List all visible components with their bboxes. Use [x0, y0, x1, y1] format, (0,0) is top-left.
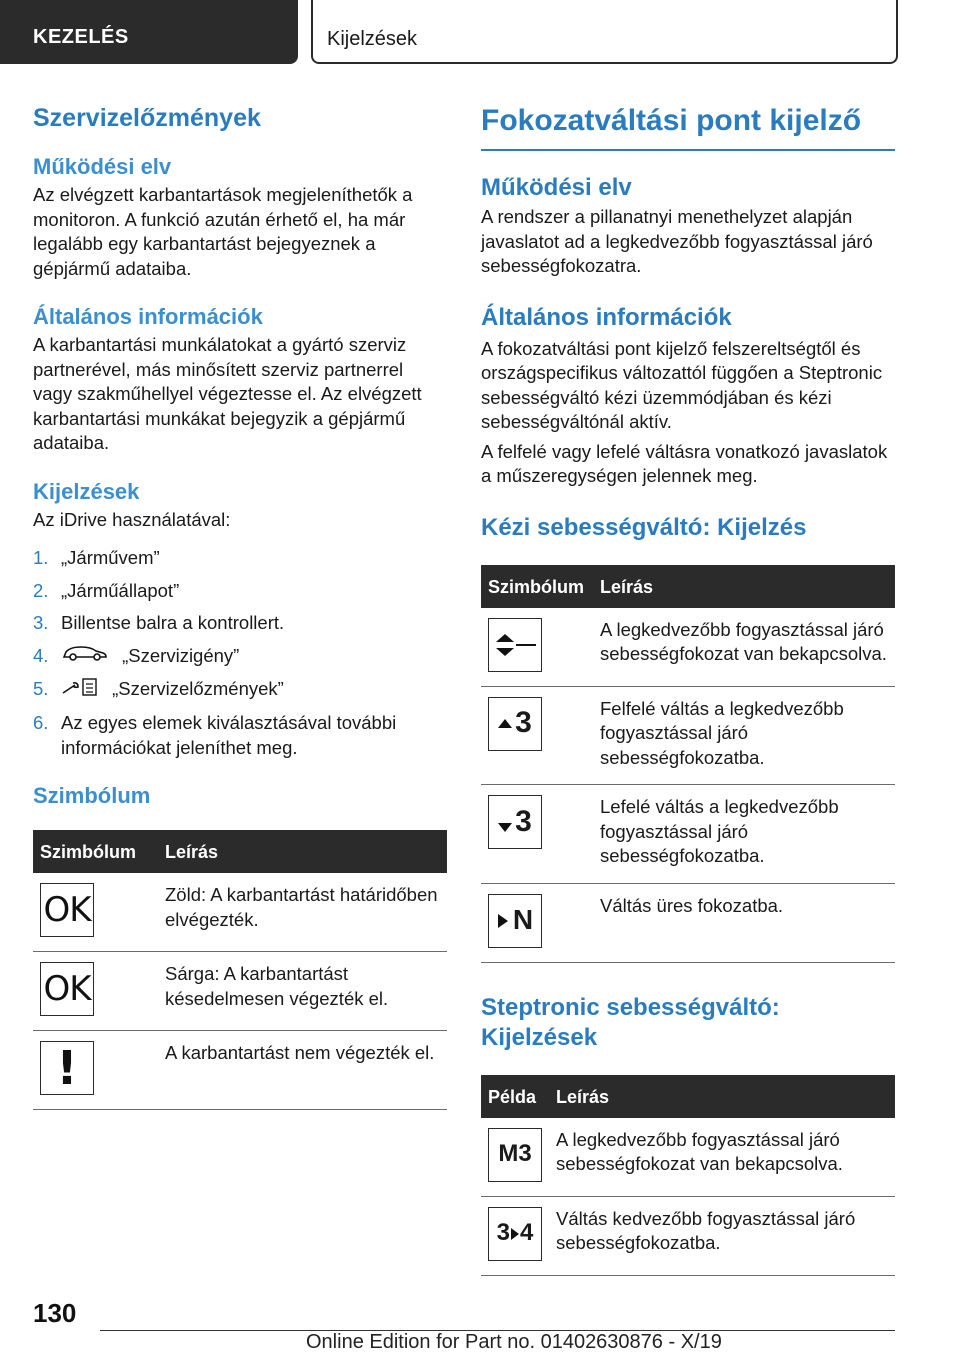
step-number: 3. — [33, 612, 49, 633]
downshift-3-symbol: 3 — [488, 795, 542, 849]
ok-yellow-symbol: OK — [40, 962, 94, 1016]
step-item — [33, 677, 447, 704]
col-desc-header: Leírás — [593, 565, 895, 608]
down-arrow-icon — [498, 820, 512, 834]
ok-green-symbol: OK — [40, 883, 94, 937]
right-general-text-1: A fokozatváltási pont kijelző felszereltségtől és országspecifikus változattól függően a Steptronic sebességváltó kézi üzemmódjában és kézi sebességváltónál aktív. — [481, 337, 883, 432]
table-row — [481, 883, 895, 962]
step-number: 1. — [33, 547, 49, 568]
table-row — [481, 1196, 895, 1275]
right-principle-heading: Működési elv — [481, 174, 632, 201]
step-number: 2. — [33, 579, 49, 601]
table-row — [33, 1031, 447, 1110]
step-text: Billentse balra a kontrollert. — [61, 612, 285, 633]
step-item — [33, 711, 447, 760]
table-header-row — [481, 1075, 895, 1118]
page-number: 130 — [33, 1298, 77, 1328]
table-row — [481, 608, 895, 687]
col-desc-header: Leírás — [549, 1075, 895, 1118]
step-text: „Járműállapot” — [61, 579, 180, 601]
symbol-desc: Lefelé váltás a legkedvezőbb fogyasztással járó sebességfokozatba. — [593, 785, 895, 884]
col-symbol-header: Szimbólum — [481, 565, 593, 608]
step-number: 5. — [33, 677, 49, 699]
step-item — [33, 644, 447, 669]
symbol-desc: Váltás üres fokozatba. — [593, 883, 895, 962]
service-history-icon — [61, 677, 99, 704]
header-section-tab — [0, 0, 298, 64]
manual-gearbox-heading: Kézi sebességváltó: Kijelzés — [481, 513, 807, 541]
up-arrow-icon — [498, 717, 512, 731]
table-header-row — [33, 830, 447, 873]
service-history-title: Szervizelőzmények — [33, 104, 261, 132]
displays-heading: Kijelzések — [33, 478, 140, 504]
symbol-desc: Felfelé váltás a legkedvezőbb fogyasztással járó sebességfokozatba. — [593, 686, 895, 785]
header-chapter-label: Kijelzések — [327, 28, 418, 50]
table-row — [481, 686, 895, 785]
step-item — [33, 579, 447, 604]
step-item — [33, 546, 447, 571]
col-symbol-header: Szimbólum — [33, 830, 158, 873]
symbol-desc: Zöld: A karbantartást határidőben elvégezték. — [158, 873, 447, 952]
right-arrow-icon — [497, 913, 509, 929]
table-header-row — [481, 565, 895, 608]
right-general-text-2: A felfelé vagy lefelé váltásra vonatkozó javaslatok a műszeregységen jelennek meg. — [481, 440, 888, 486]
header-chapter-tab — [311, 0, 898, 64]
right-general-heading: Általános információk — [481, 303, 732, 331]
car-service-icon — [61, 644, 109, 669]
symbol-desc: A legkedvezőbb fogyasztással járó sebességfokozat van bekapcsolva. — [549, 1118, 895, 1197]
step-text: „Szervizigény” — [122, 644, 240, 666]
header-section-label: KEZELÉS — [33, 26, 129, 48]
col-desc-header: Leírás — [158, 830, 447, 873]
symbol-desc: Váltás kedvezőbb fogyasztással járó sebességfokozatba. — [549, 1196, 895, 1275]
table-row — [33, 873, 447, 952]
exclamation-symbol: ! — [40, 1041, 94, 1095]
step-text: Az egyes elemek kiválasztásával további információkat jeleníthet meg. — [61, 712, 397, 758]
edition-note: Online Edition for Part no. 01402630876 - X/19 — [306, 1331, 722, 1353]
left-principle-text: Az elvégzett karbantartások megjeleníthetők a monitoron. A funkció azután érhető el, ha már legalább egy karbantartást bejegyeznek a gépjármű adataiba. — [33, 184, 413, 279]
step-text: „Szervizelőzmények” — [112, 678, 284, 699]
step-number: 4. — [33, 644, 49, 666]
step-number: 6. — [33, 712, 49, 734]
manual-gearbox-table — [481, 565, 895, 963]
idrive-steps-list — [33, 546, 447, 760]
left-column — [33, 95, 447, 1110]
symbol-desc: A legkedvezőbb fogyasztással járó sebességfokozat van bekapcsolva. — [593, 608, 895, 687]
symbols-heading: Szimbólum — [33, 783, 151, 809]
right-arrow-icon — [510, 1227, 520, 1241]
step-item — [33, 611, 447, 636]
m3-symbol: M3 — [488, 1128, 542, 1182]
displays-intro: Az iDrive használatával: — [33, 508, 231, 530]
gear-shift-indicator-title: Fokozatváltási pont kijelző — [481, 103, 895, 151]
left-principle-heading: Működési elv — [33, 154, 172, 179]
table-row — [33, 952, 447, 1031]
updown-arrows-icon — [488, 618, 542, 672]
right-column — [481, 95, 895, 1276]
col-example-header: Példa — [481, 1075, 549, 1118]
step-text: „Járművem” — [61, 547, 160, 568]
table-row — [481, 785, 895, 884]
steptronic-table — [481, 1075, 895, 1276]
table-row — [481, 1118, 895, 1197]
upshift-3-symbol: 3 — [488, 697, 542, 751]
shift-3-to-4-symbol: 3 4 — [488, 1207, 542, 1261]
steptronic-heading: Steptronic sebességváltó: Kijelzések — [481, 993, 780, 1051]
left-general-heading: Általános információk — [33, 304, 263, 329]
symbol-desc: A karbantartást nem végezték el. — [158, 1031, 447, 1110]
right-principle-text: A rendszer a pillanatnyi menethelyzet alapján javaslatot ad a legkedvezőbb fogyasztással járó sebességfokozatra. — [481, 206, 873, 276]
service-symbols-table — [33, 830, 447, 1110]
neutral-N-symbol: N — [488, 894, 542, 948]
symbol-desc: Sárga: A karbantartást késedelmesen végezték el. — [158, 952, 447, 1031]
left-general-text: A karbantartási munkálatokat a gyártó szerviz partnerével, más minősített szerviz partnerrel vagy szakműhellyel végeztesse el. Az elvégzett karbantartási munkákat bejegyzik a gépjármű adataiba. — [33, 334, 422, 453]
